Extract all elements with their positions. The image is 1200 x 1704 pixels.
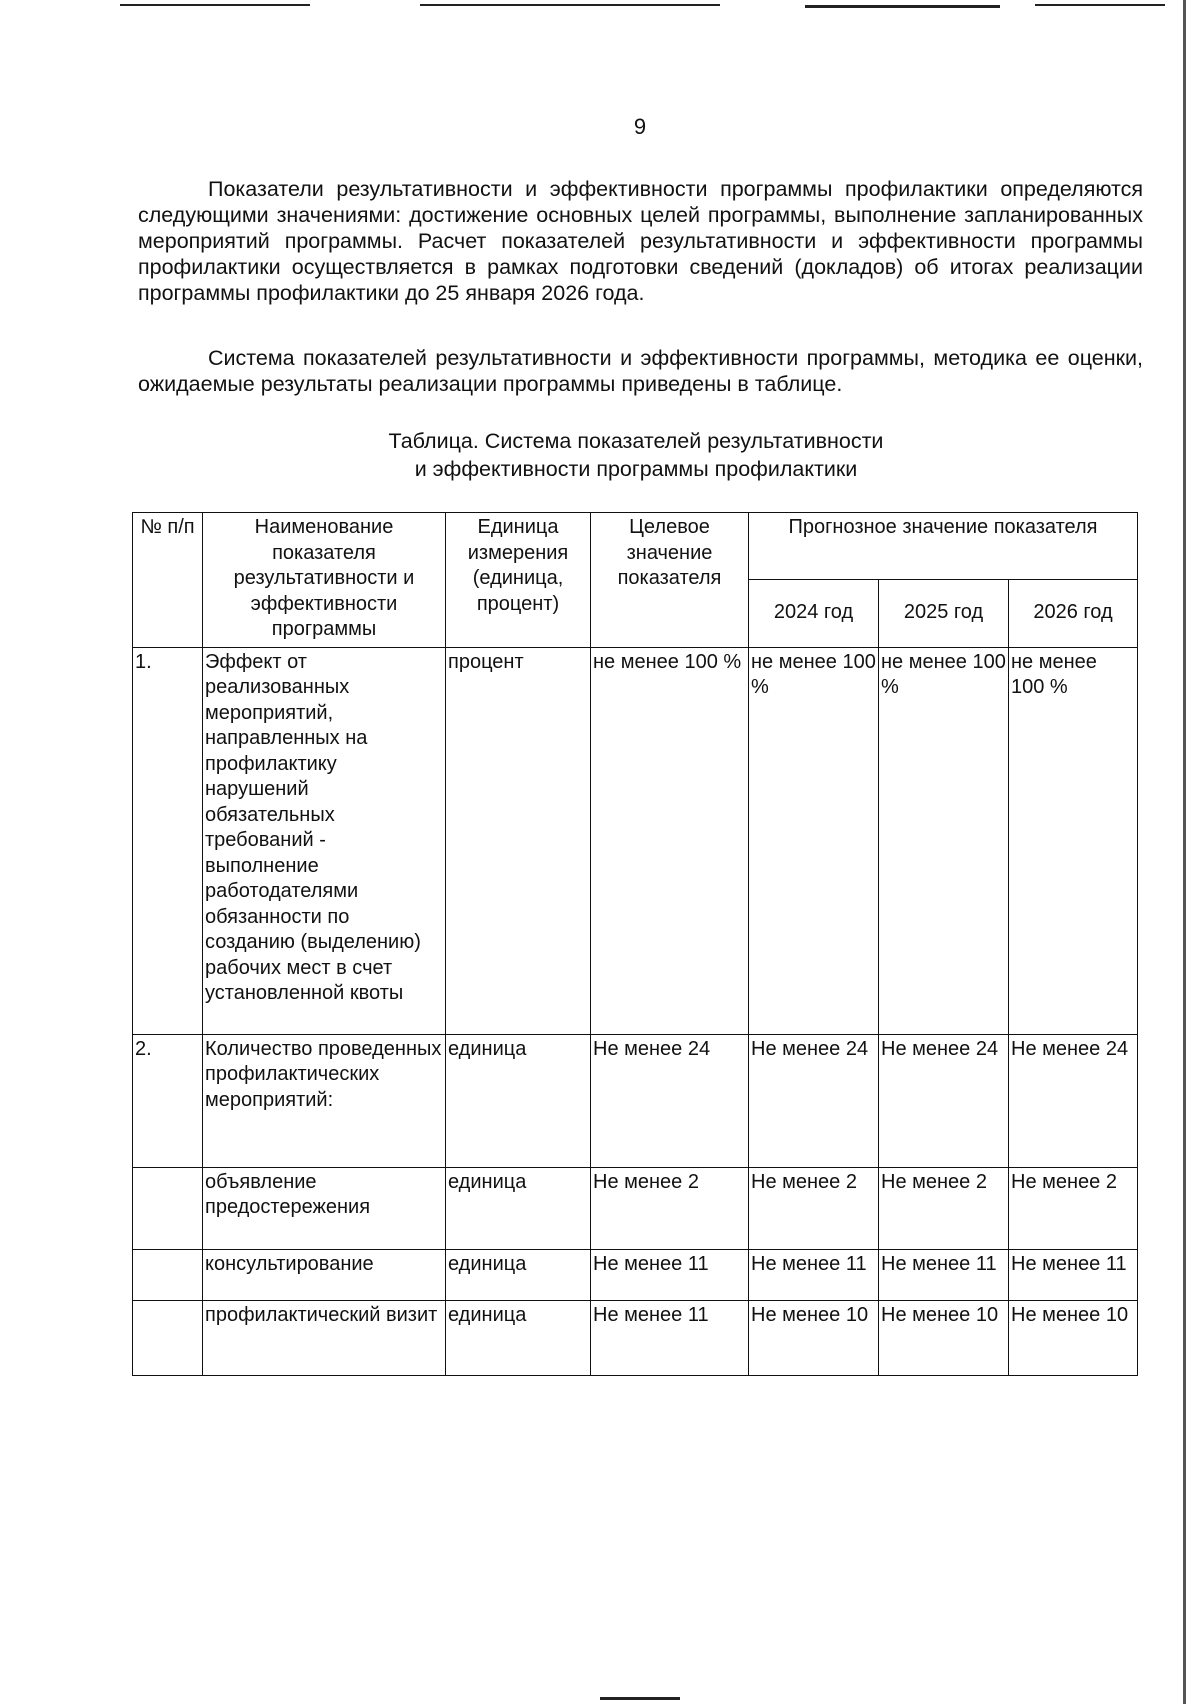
indicators-table bbox=[132, 512, 1138, 1376]
cell-name: Количество проведенных профилактических мероприятий: bbox=[203, 1034, 446, 1167]
table-caption-line2: и эффективности программы профилактики bbox=[414, 457, 858, 481]
cell-unit: единица bbox=[446, 1300, 591, 1375]
cell-unit: единица bbox=[446, 1034, 591, 1167]
page-number: 9 bbox=[633, 114, 647, 139]
table-row bbox=[133, 1034, 1138, 1167]
cell-2025: Не менее 2 bbox=[879, 1167, 1009, 1249]
cell-2025: не менее 100 % bbox=[879, 647, 1009, 1034]
header-unit: Единица измерения (единица, процент) bbox=[446, 513, 591, 648]
cell-target: Не менее 2 bbox=[591, 1167, 749, 1249]
cell-2024: Не менее 24 bbox=[749, 1034, 879, 1167]
cell-num: 1. bbox=[133, 647, 203, 1034]
header-forecast: Прогнозное значение показателя bbox=[749, 513, 1138, 580]
cell-unit: единица bbox=[446, 1167, 591, 1249]
cell-target: Не менее 24 bbox=[591, 1034, 749, 1167]
cell-2025: Не менее 11 bbox=[879, 1249, 1009, 1300]
header-2024: 2024 год bbox=[749, 580, 879, 648]
table-caption-line1: Таблица. Система показателей результативности bbox=[388, 429, 884, 453]
header-2026: 2026 год bbox=[1009, 580, 1138, 648]
scan-artifact-bottom bbox=[600, 1697, 680, 1700]
cell-target: Не менее 11 bbox=[591, 1300, 749, 1375]
cell-2024: не менее 100 % bbox=[749, 647, 879, 1034]
cell-target: не менее 100 % bbox=[591, 647, 749, 1034]
table-row bbox=[133, 1249, 1138, 1300]
scan-artifact-right-edge bbox=[1183, 0, 1186, 1704]
table-row bbox=[133, 1300, 1138, 1375]
cell-2024: Не менее 11 bbox=[749, 1249, 879, 1300]
scan-artifact-top bbox=[805, 5, 1000, 8]
paragraph-system: Система показателей результативности и эффективности программы, методика ее оценки, ожидаемые результаты реализации программы приведены в таблице. bbox=[138, 346, 1143, 396]
table-row bbox=[133, 1167, 1138, 1249]
header-2025: 2025 год bbox=[879, 580, 1009, 648]
cell-2026: Не менее 24 bbox=[1009, 1034, 1138, 1167]
cell-2026: не менее 100 % bbox=[1009, 647, 1138, 1034]
scan-artifact-top bbox=[120, 4, 310, 6]
header-name: Наименование показателя результативности и эффективности программы bbox=[203, 513, 446, 648]
cell-unit: процент bbox=[446, 647, 591, 1034]
cell-2026: Не менее 11 bbox=[1009, 1249, 1138, 1300]
cell-unit: единица bbox=[446, 1249, 591, 1300]
cell-2026: Не менее 10 bbox=[1009, 1300, 1138, 1375]
table-caption bbox=[230, 427, 1042, 483]
cell-name: объявление предостережения bbox=[203, 1167, 446, 1249]
cell-name: профилактический визит bbox=[203, 1300, 446, 1375]
cell-2024: Не менее 2 bbox=[749, 1167, 879, 1249]
cell-name: Эффект от реализованных мероприятий, направленных на профилактику нарушений обязательных требований - выполнение работодателями обязанности по созданию (выделению) рабочих мест в счет установленной квоты bbox=[203, 647, 446, 1034]
cell-2026: Не менее 2 bbox=[1009, 1167, 1138, 1249]
cell-num bbox=[133, 1300, 203, 1375]
paragraph-indicators: Показатели результативности и эффективности программы профилактики определяются следующими значениями: достижение основных целей программы, выполнение запланированных мероприятий программы. Расчет показателей результативности и эффективности программы профилактики осуществляется в рамках подготовки сведений (докладов) об итогах реализации программы профилактики до 25 января 2026 года. bbox=[138, 177, 1143, 305]
header-target: Целевое значение показателя bbox=[591, 513, 749, 648]
cell-name: консультирование bbox=[203, 1249, 446, 1300]
table-row bbox=[133, 647, 1138, 1034]
cell-num: 2. bbox=[133, 1034, 203, 1167]
cell-num bbox=[133, 1167, 203, 1249]
cell-num bbox=[133, 1249, 203, 1300]
scan-artifact-top bbox=[1035, 4, 1165, 6]
cell-2025: Не менее 10 bbox=[879, 1300, 1009, 1375]
cell-2025: Не менее 24 bbox=[879, 1034, 1009, 1167]
scan-artifact-top bbox=[420, 4, 720, 6]
header-num: № п/п bbox=[133, 513, 203, 648]
cell-2024: Не менее 10 bbox=[749, 1300, 879, 1375]
cell-target: Не менее 11 bbox=[591, 1249, 749, 1300]
